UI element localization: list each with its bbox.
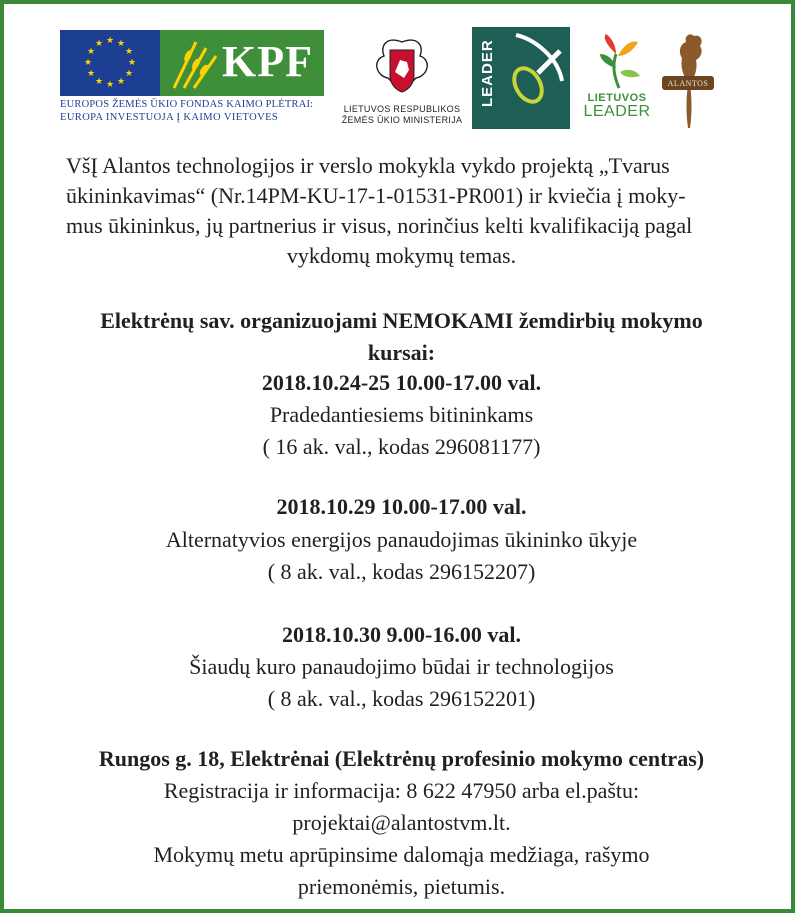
course-1-title: Pradedantiesiems bitininkams (269, 402, 534, 427)
eafrd-caption-line2: EUROPA INVESTUOJA Į KAIMO VIETOVES (60, 112, 279, 123)
eu-star-icon: ★ (128, 58, 137, 68)
intro-line-2: ūkininkavimas“ (Nr.14PM-KU-17-1-01531-PR001) ir kviečia į moky- (66, 183, 686, 208)
lietuvos-leader-icon (594, 32, 644, 92)
leader-logo (472, 27, 570, 129)
eu-star-icon: ★ (125, 69, 134, 79)
contact-email: projektai@alantostvm.lt. (292, 810, 511, 835)
eu-star-icon: ★ (84, 58, 93, 68)
course-3-details: ( 8 ak. val., kodas 296152201) (267, 686, 536, 711)
eu-star-icon: ★ (106, 80, 115, 90)
ministry-caption-line2: ŽEMĖS ŪKIO MINISTERIJA (341, 115, 463, 125)
course-2-details: ( 8 ak. val., kodas 296152207) (267, 559, 536, 584)
kpf-text: KPF (222, 37, 313, 86)
eu-star-icon: ★ (125, 47, 134, 57)
venue-address: Rungos g. 18, Elektrėnai (Elektrėnų profesinio mokymo centras) (98, 746, 705, 771)
kpf-logo (160, 30, 324, 96)
logo-strip (4, 4, 795, 139)
eu-star-icon: ★ (117, 38, 126, 49)
lietuvos-leader-caption-line1: LIETUVOS (587, 92, 647, 104)
eu-star-icon: ★ (86, 47, 96, 57)
note-line-2: priemonėmis, pietumis. (297, 874, 506, 899)
registration-info: Registracija ir informacija: 8 622 47950 arba el.paštu: (163, 778, 640, 803)
intro-line-3: mus ūkininkus, jų partnerius ir visus, norinčius kelti kvalifikaciją pagal (66, 213, 693, 238)
intro-line-1: VšĮ Alantos technologijos ir verslo mokykla vykdo projektą „Tvarus (66, 153, 670, 178)
course-3-title: Šiaudų kuro panaudojimo būdai ir technologijos (189, 654, 614, 679)
eu-flag-icon (60, 30, 160, 96)
intro-line-4: vykdomų mokymų temas. (286, 243, 517, 268)
course-2-datetime: 2018.10.29 10.00-17.00 val. (276, 494, 527, 519)
wheat-icon (166, 34, 222, 92)
eu-star-icon: ★ (95, 77, 104, 88)
eu-star-icon: ★ (86, 69, 96, 79)
course-2-title: Alternatyvios energijos panaudojimas ūkininko ūkyje (165, 527, 638, 552)
course-3-datetime: 2018.10.30 9.00-16.00 val. (282, 622, 521, 647)
alantos-logo (658, 28, 718, 132)
lietuvos-leader-caption-line2: LEADER (583, 103, 651, 120)
eu-star-icon: ★ (95, 38, 104, 49)
eafrd-caption-line1: EUROPOS ŽEMĖS ŪKIO FONDAS KAIMO PLĖTRAI: (60, 99, 314, 110)
note-line-1: Mokymų metu aprūpinsime dalomąja medžiaga, rašymo (153, 842, 650, 867)
heading-line-2: kursai: (367, 340, 436, 365)
eu-star-icon: ★ (106, 36, 115, 46)
leader-text: LEADER (479, 39, 496, 107)
heading-line-1: Elektrėnų sav. organizuojami NEMOKAMI žemdirbių mokymo (100, 308, 703, 333)
course-1-details: ( 16 ak. val., kodas 296081177) (262, 434, 541, 459)
eu-star-icon: ★ (117, 77, 126, 88)
ministry-caption-line1: LIETUVOS RESPUBLIKOS (343, 104, 461, 114)
course-1-datetime: 2018.10.24-25 10.00-17.00 val. (261, 370, 542, 395)
coat-of-arms-icon (362, 32, 442, 102)
alantos-text: ALANTOS (667, 79, 709, 88)
